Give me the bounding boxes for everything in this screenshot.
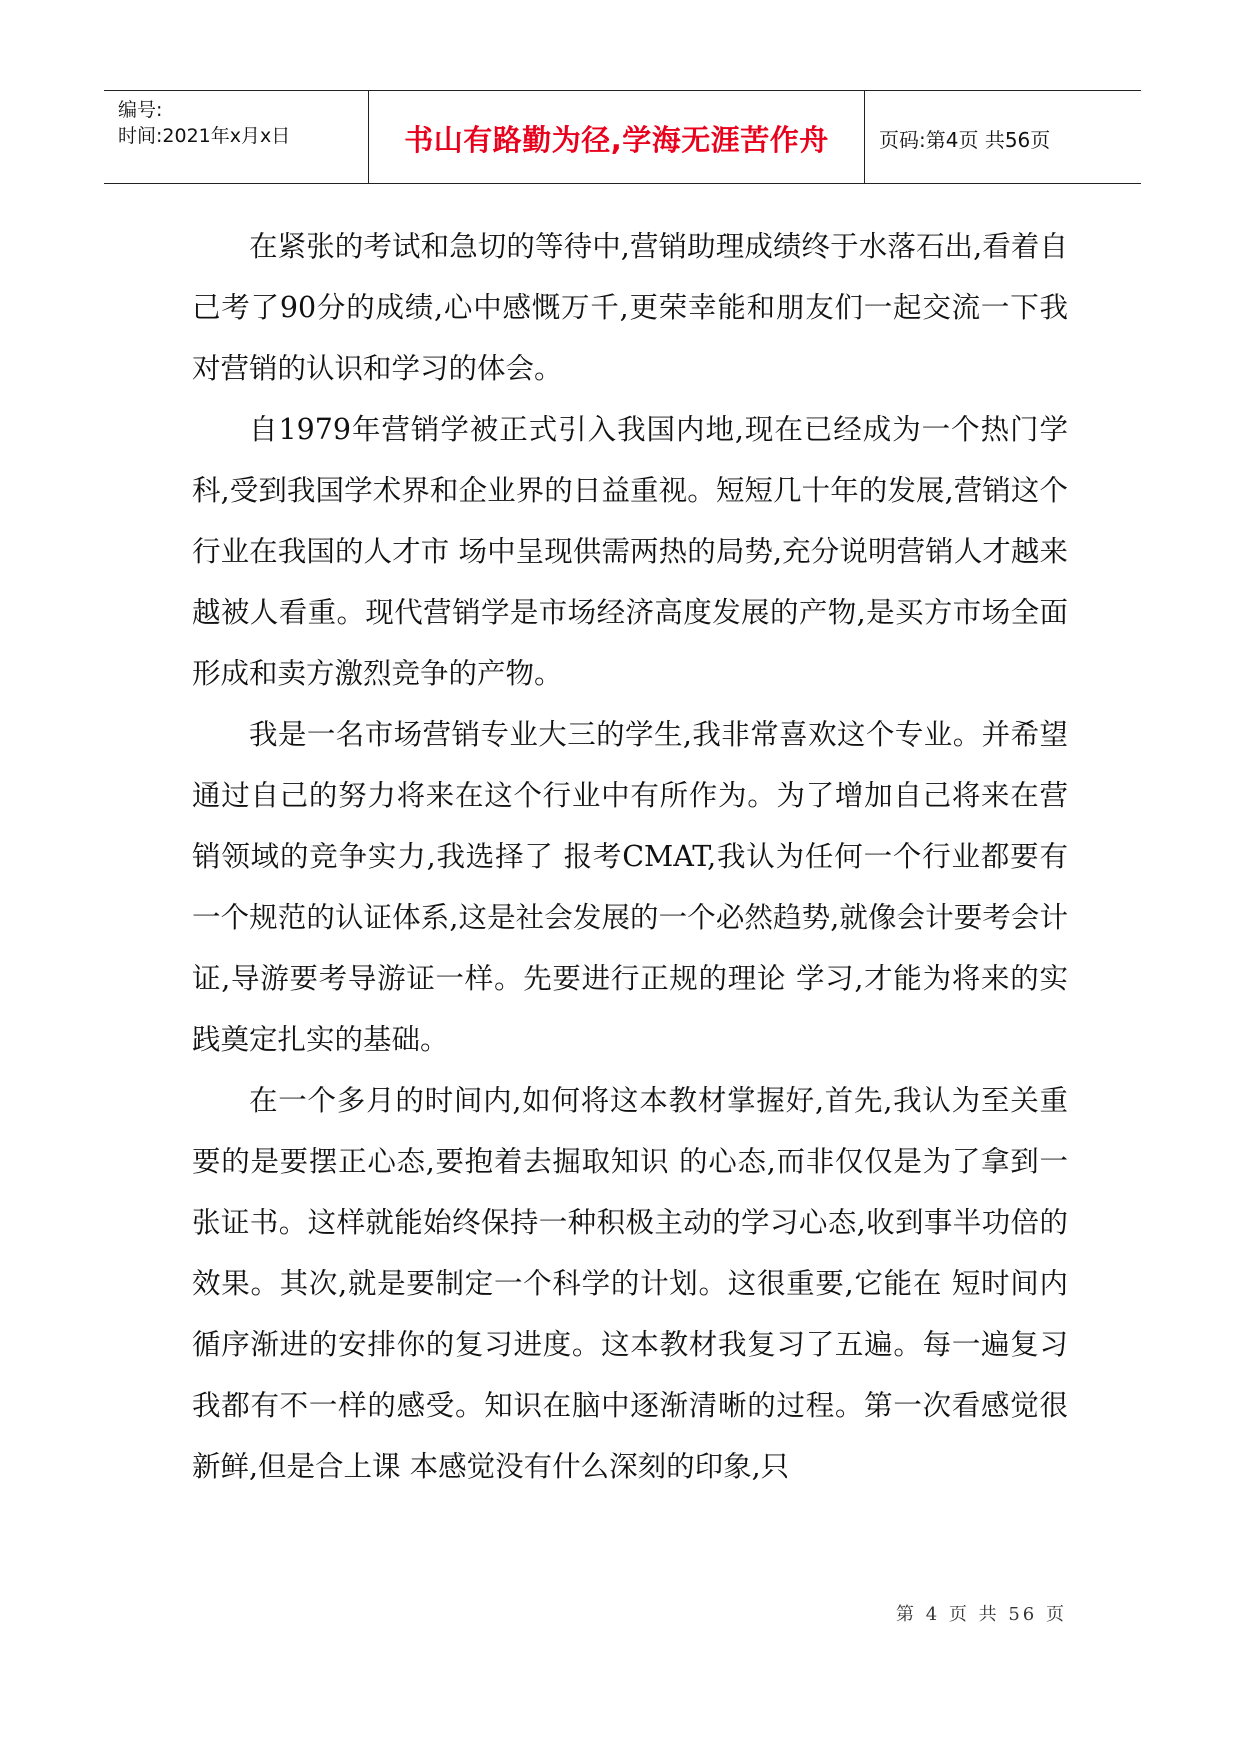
footer-page-number: 第 4 页 共 56 页 <box>896 1604 1067 1625</box>
paragraph: 我是一名市场营销专业大三的学生,我非常喜欢这个专业。并希望通过自己的努力将来在这个行业中有所作为。为了增加自己将来在营销领域的竞争实力,我选择了 报考CMAT,我认为任何一个行业都要有一个规范的认证体系,这是社会发展的一个必然趋势,就像会计要考会计证,导游要考导游证一样。先要进行正规的理论 学习,才能为将来的实践奠定扎实的基础。 <box>192 718 1068 1056</box>
document-header <box>104 90 1141 184</box>
document-time-label: 时间:2021年x月x日 <box>118 125 291 147</box>
paragraph: 在一个多月的时间内,如何将这本教材掌握好,首先,我认为至关重要的是要摆正心态,要抱着去掘取知识 的心态,而非仅仅是为了拿到一张证书。这样就能始终保持一种积极主动的学习心态,收到事半功倍的效果。其次,就是要制定一个科学的计划。这很重要,它能在 短时间内循序渐进的安排你的复习进度。这本教材我复习了五遍。每一遍复习我都有不一样的感受。知识在脑中逐渐清晰的过程。第一次看感觉很新鲜,但是合上课 本感觉没有什么深刻的印象,只 <box>192 1084 1068 1483</box>
header-meta-cell <box>104 91 369 183</box>
document-number-label: 编号: <box>118 99 163 121</box>
paragraph: 在紧张的考试和急切的等待中,营销助理成绩终于水落石出,看着自己考了90分的成绩,心中感慨万千,更荣幸能和朋友们一起交流一下我对营销的认识和学习的体会。 <box>192 230 1068 385</box>
paragraph: 自1979年营销学被正式引入我国内地,现在已经成为一个热门学科,受到我国学术界和企业界的日益重视。短短几十年的发展,营销这个行业在我国的人才市 场中呈现供需两热的局势,充分说明营销人才越来越被人看重。现代营销学是市场经济高度发展的产物,是买方市场全面形成和卖方激烈竞争的产物。 <box>192 413 1068 690</box>
document-body <box>192 216 1068 1497</box>
header-motto-cell <box>369 91 865 183</box>
header-motto: 书山有路勤为径,学海无涯苦作舟 <box>404 123 829 157</box>
header-page-cell <box>865 91 1141 183</box>
header-page-info: 页码:第4页 共56页 <box>879 128 1051 152</box>
